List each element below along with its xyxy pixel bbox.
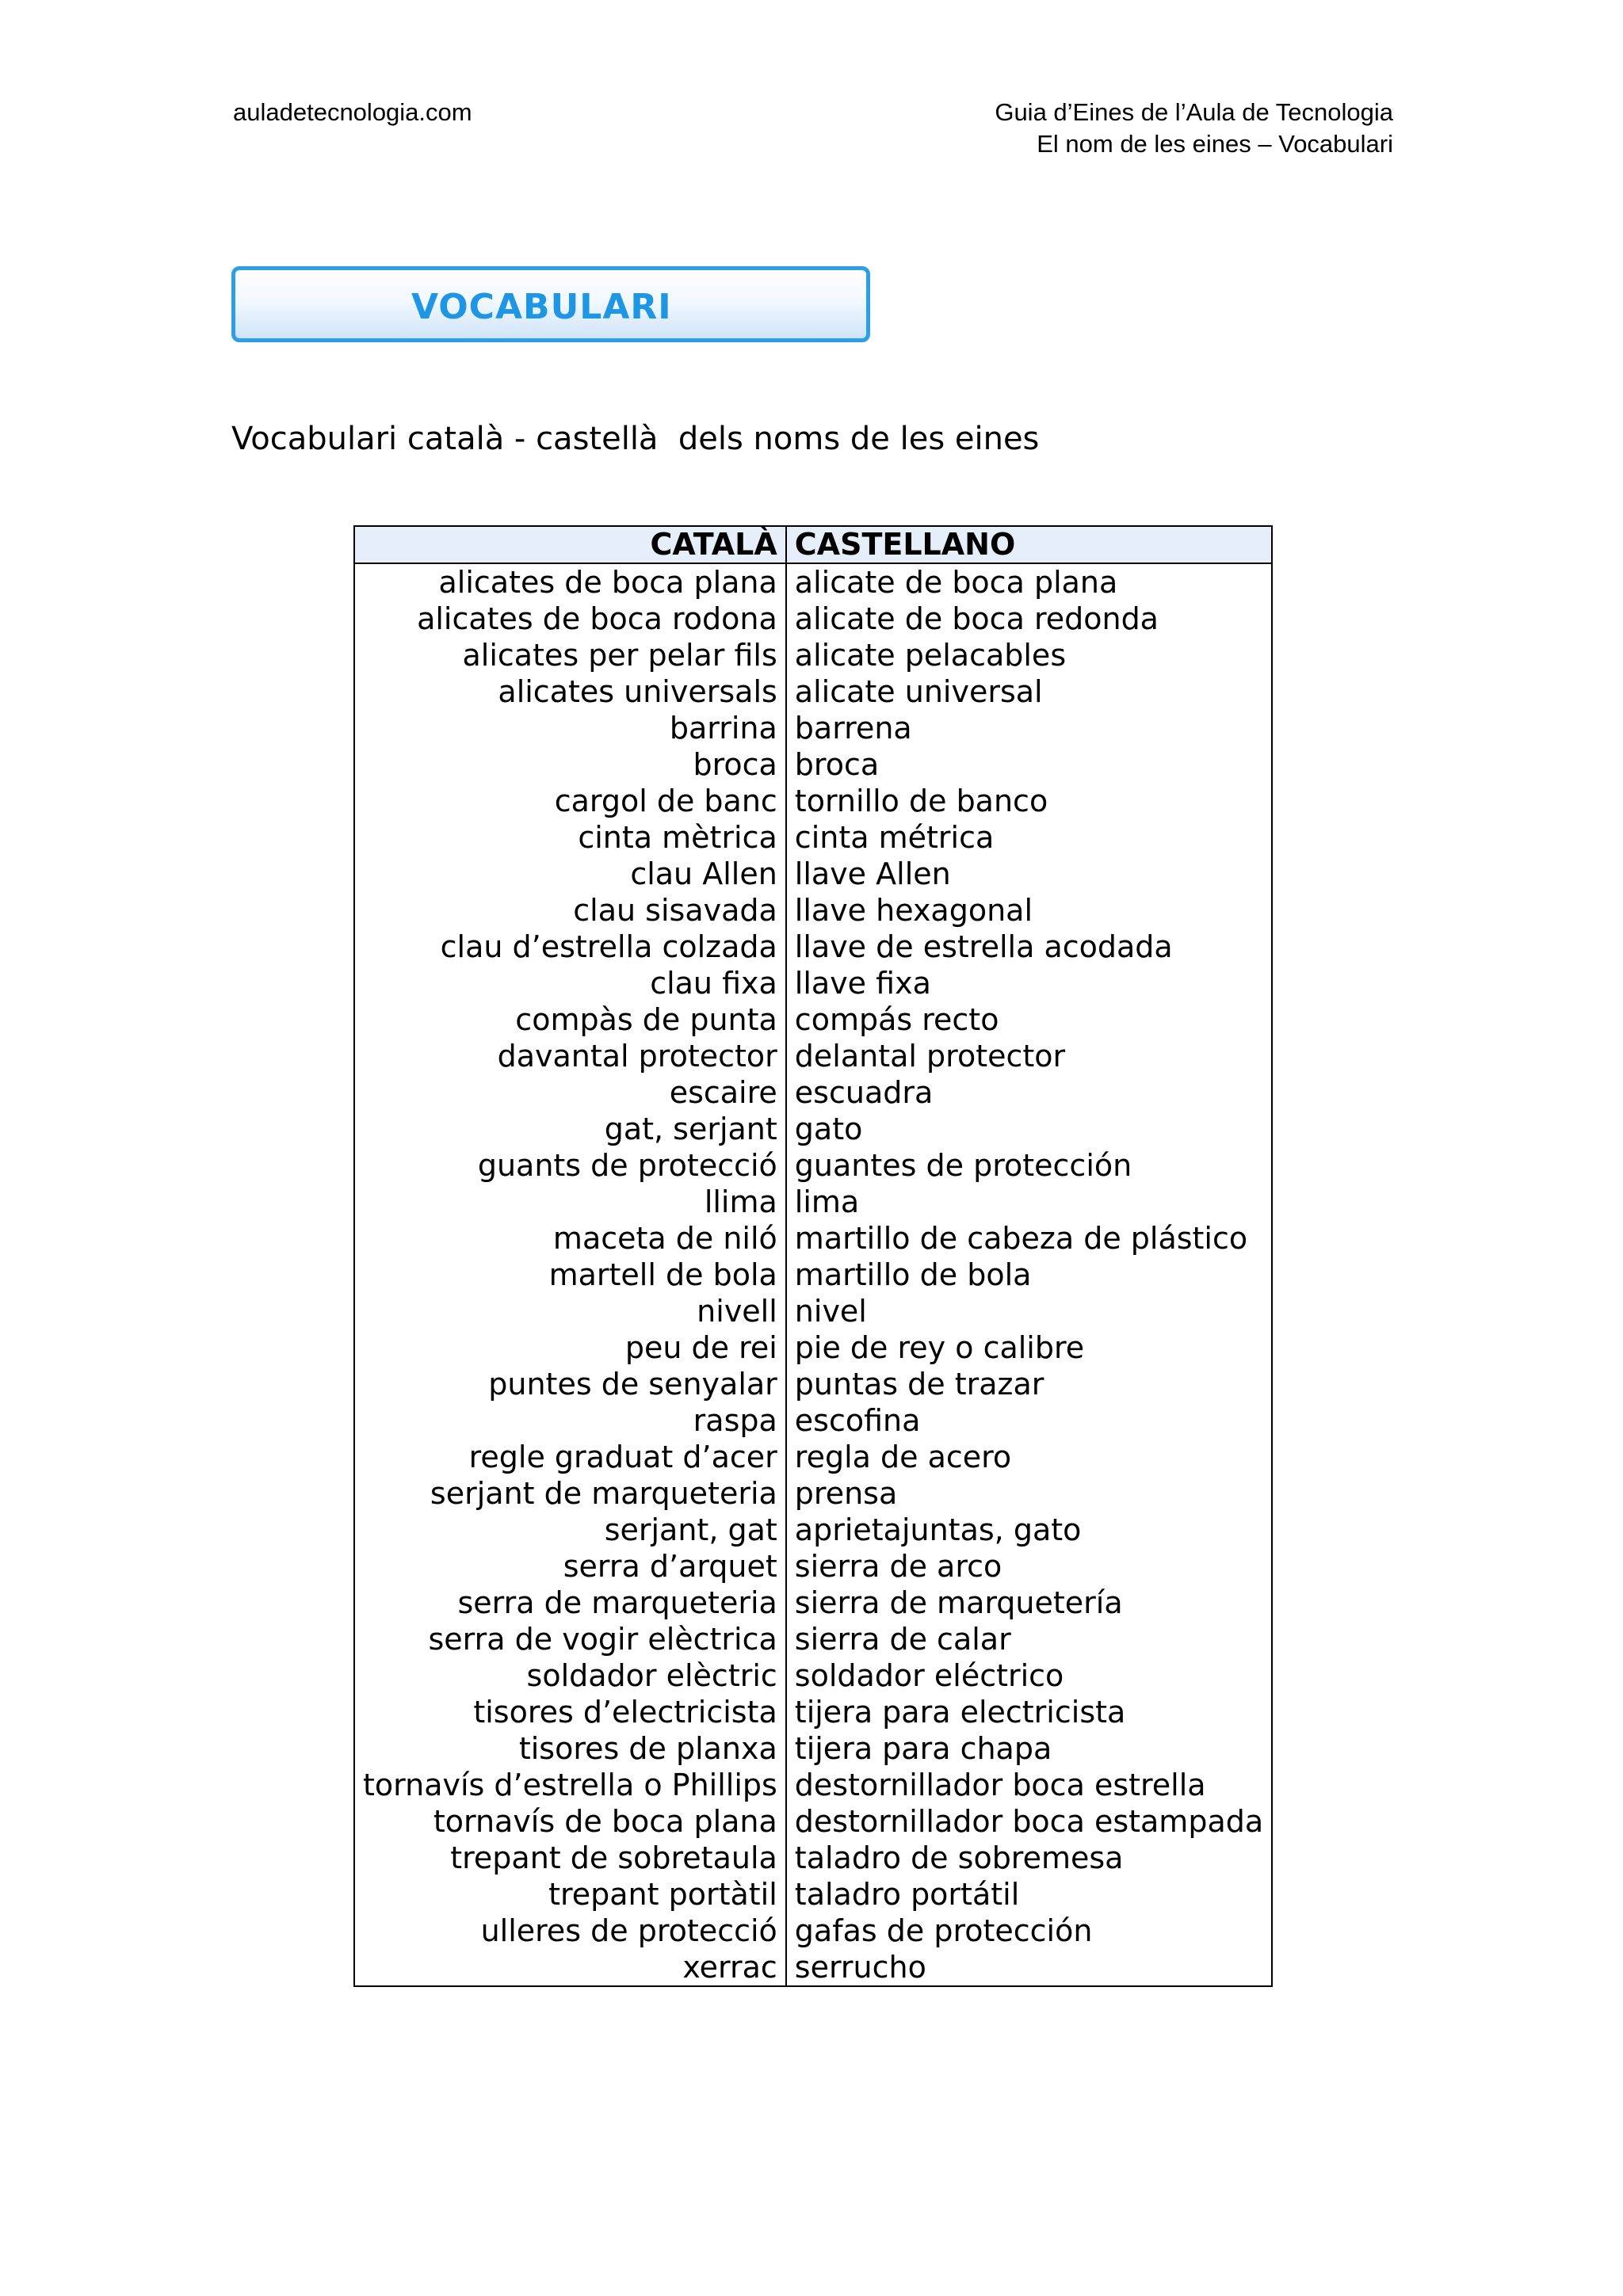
term-castellano: cinta métrica xyxy=(786,819,1272,856)
term-castellano: regla de acero xyxy=(786,1439,1272,1475)
term-catala: serra de vogir elèctrica xyxy=(354,1621,786,1657)
table-row xyxy=(354,1512,1272,1548)
term-catala: guants de protecció xyxy=(354,1147,786,1184)
term-castellano: escuadra xyxy=(786,1074,1272,1111)
table-row xyxy=(354,856,1272,892)
term-castellano: pie de rey o calibre xyxy=(786,1329,1272,1366)
term-catala: clau d’estrella colzada xyxy=(354,929,786,965)
table-row xyxy=(354,1366,1272,1402)
term-catala: puntes de senyalar xyxy=(354,1366,786,1402)
table-row xyxy=(354,1548,1272,1585)
term-castellano: guantes de protección xyxy=(786,1147,1272,1184)
term-castellano: martillo de bola xyxy=(786,1257,1272,1293)
term-catala: ulleres de protecció xyxy=(354,1913,786,1949)
term-castellano: barrena xyxy=(786,710,1272,746)
term-catala: broca xyxy=(354,746,786,783)
term-castellano: prensa xyxy=(786,1475,1272,1512)
table-row xyxy=(354,601,1272,637)
guide-title: Guia d’Eines de l’Aula de Tecnologia xyxy=(995,98,1393,126)
term-catala: escaire xyxy=(354,1074,786,1111)
page-subtitle: Vocabulari català - castellà dels noms de les eines xyxy=(231,421,1040,457)
term-catala: barrina xyxy=(354,710,786,746)
term-castellano: broca xyxy=(786,746,1272,783)
term-castellano: delantal protector xyxy=(786,1038,1272,1074)
term-catala: alicates de boca rodona xyxy=(354,601,786,637)
table-row xyxy=(354,783,1272,819)
term-catala: trepant de sobretaula xyxy=(354,1840,786,1876)
term-catala: alicates universals xyxy=(354,673,786,710)
site-name: auladetecnologia.com xyxy=(233,98,472,126)
term-castellano: sierra de calar xyxy=(786,1621,1272,1657)
table-body xyxy=(354,563,1272,1986)
term-castellano: alicate universal xyxy=(786,673,1272,710)
table-row xyxy=(354,1840,1272,1876)
term-castellano: compás recto xyxy=(786,1001,1272,1038)
table-row xyxy=(354,1585,1272,1621)
term-castellano: gafas de protección xyxy=(786,1913,1272,1949)
term-catala: alicates per pelar fils xyxy=(354,637,786,673)
term-catala: alicates de boca plana xyxy=(354,563,786,601)
term-catala: cinta mètrica xyxy=(354,819,786,856)
table-row xyxy=(354,1293,1272,1329)
table-row xyxy=(354,1767,1272,1803)
term-castellano: escofina xyxy=(786,1402,1272,1439)
table-row xyxy=(354,746,1272,783)
term-catala: raspa xyxy=(354,1402,786,1439)
term-catala: regle graduat d’acer xyxy=(354,1439,786,1475)
term-castellano: llave hexagonal xyxy=(786,892,1272,929)
term-castellano: puntas de trazar xyxy=(786,1366,1272,1402)
table-row xyxy=(354,965,1272,1001)
term-castellano: tijera para electricista xyxy=(786,1694,1272,1730)
table-row xyxy=(354,1657,1272,1694)
table-row xyxy=(354,1074,1272,1111)
term-castellano: aprietajuntas, gato xyxy=(786,1512,1272,1548)
table-row xyxy=(354,1184,1272,1220)
table-row xyxy=(354,1621,1272,1657)
table-row xyxy=(354,1475,1272,1512)
table-row xyxy=(354,1730,1272,1767)
table-row xyxy=(354,929,1272,965)
table-row xyxy=(354,892,1272,929)
term-catala: compàs de punta xyxy=(354,1001,786,1038)
term-catala: tisores de planxa xyxy=(354,1730,786,1767)
table-row xyxy=(354,1220,1272,1257)
table-row xyxy=(354,1913,1272,1949)
vocabulary-title: VOCABULARI xyxy=(411,287,672,327)
table-row xyxy=(354,1111,1272,1147)
term-catala: tornavís d’estrella o Phillips xyxy=(354,1767,786,1803)
vocabulary-title-box xyxy=(231,266,870,342)
term-catala: cargol de banc xyxy=(354,783,786,819)
term-catala: clau Allen xyxy=(354,856,786,892)
vocabulary-table xyxy=(353,525,1273,1987)
term-castellano: serrucho xyxy=(786,1949,1272,1986)
document-header xyxy=(995,97,1393,160)
term-catala: martell de bola xyxy=(354,1257,786,1293)
table-row xyxy=(354,637,1272,673)
term-castellano: destornillador boca estampada xyxy=(786,1803,1272,1840)
term-catala: clau sisavada xyxy=(354,892,786,929)
term-castellano: llave fixa xyxy=(786,965,1272,1001)
term-catala: xerrac xyxy=(354,1949,786,1986)
term-castellano: llave de estrella acodada xyxy=(786,929,1272,965)
term-castellano: lima xyxy=(786,1184,1272,1220)
term-castellano: tornillo de banco xyxy=(786,783,1272,819)
table-row xyxy=(354,1803,1272,1840)
term-castellano: martillo de cabeza de plástico xyxy=(786,1220,1272,1257)
term-catala: serjant de marqueteria xyxy=(354,1475,786,1512)
table-row xyxy=(354,1147,1272,1184)
term-catala: serra de marqueteria xyxy=(354,1585,786,1621)
table-header-row xyxy=(354,526,1272,563)
term-castellano: sierra de marquetería xyxy=(786,1585,1272,1621)
term-castellano: sierra de arco xyxy=(786,1548,1272,1585)
term-catala: trepant portàtil xyxy=(354,1876,786,1913)
term-catala: gat, serjant xyxy=(354,1111,786,1147)
table-row xyxy=(354,1694,1272,1730)
term-castellano: taladro de sobremesa xyxy=(786,1840,1272,1876)
header-castellano: CASTELLANO xyxy=(786,526,1272,563)
section-title: El nom de les eines – Vocabulari xyxy=(1037,130,1393,158)
term-catala: soldador elèctric xyxy=(354,1657,786,1694)
term-catala: clau fixa xyxy=(354,965,786,1001)
table-row xyxy=(354,1949,1272,1986)
table-row xyxy=(354,1329,1272,1366)
term-castellano: tijera para chapa xyxy=(786,1730,1272,1767)
term-castellano: alicate de boca redonda xyxy=(786,601,1272,637)
table-row xyxy=(354,819,1272,856)
term-catala: serjant, gat xyxy=(354,1512,786,1548)
table-row xyxy=(354,563,1272,601)
term-castellano: alicate pelacables xyxy=(786,637,1272,673)
table-row xyxy=(354,1001,1272,1038)
header-catala: CATALÀ xyxy=(354,526,786,563)
term-catala: llima xyxy=(354,1184,786,1220)
term-castellano: alicate de boca plana xyxy=(786,563,1272,601)
term-castellano: nivel xyxy=(786,1293,1272,1329)
term-catala: tornavís de boca plana xyxy=(354,1803,786,1840)
table-row xyxy=(354,1038,1272,1074)
term-castellano: soldador eléctrico xyxy=(786,1657,1272,1694)
table-row xyxy=(354,710,1272,746)
term-catala: tisores d’electricista xyxy=(354,1694,786,1730)
table-row xyxy=(354,1257,1272,1293)
term-catala: nivell xyxy=(354,1293,786,1329)
term-castellano: llave Allen xyxy=(786,856,1272,892)
table-row xyxy=(354,673,1272,710)
term-catala: maceta de niló xyxy=(354,1220,786,1257)
term-catala: davantal protector xyxy=(354,1038,786,1074)
table-row xyxy=(354,1876,1272,1913)
term-catala: peu de rei xyxy=(354,1329,786,1366)
table-row xyxy=(354,1402,1272,1439)
term-castellano: taladro portátil xyxy=(786,1876,1272,1913)
term-castellano: destornillador boca estrella xyxy=(786,1767,1272,1803)
term-castellano: gato xyxy=(786,1111,1272,1147)
term-catala: serra d’arquet xyxy=(354,1548,786,1585)
table-row xyxy=(354,1439,1272,1475)
